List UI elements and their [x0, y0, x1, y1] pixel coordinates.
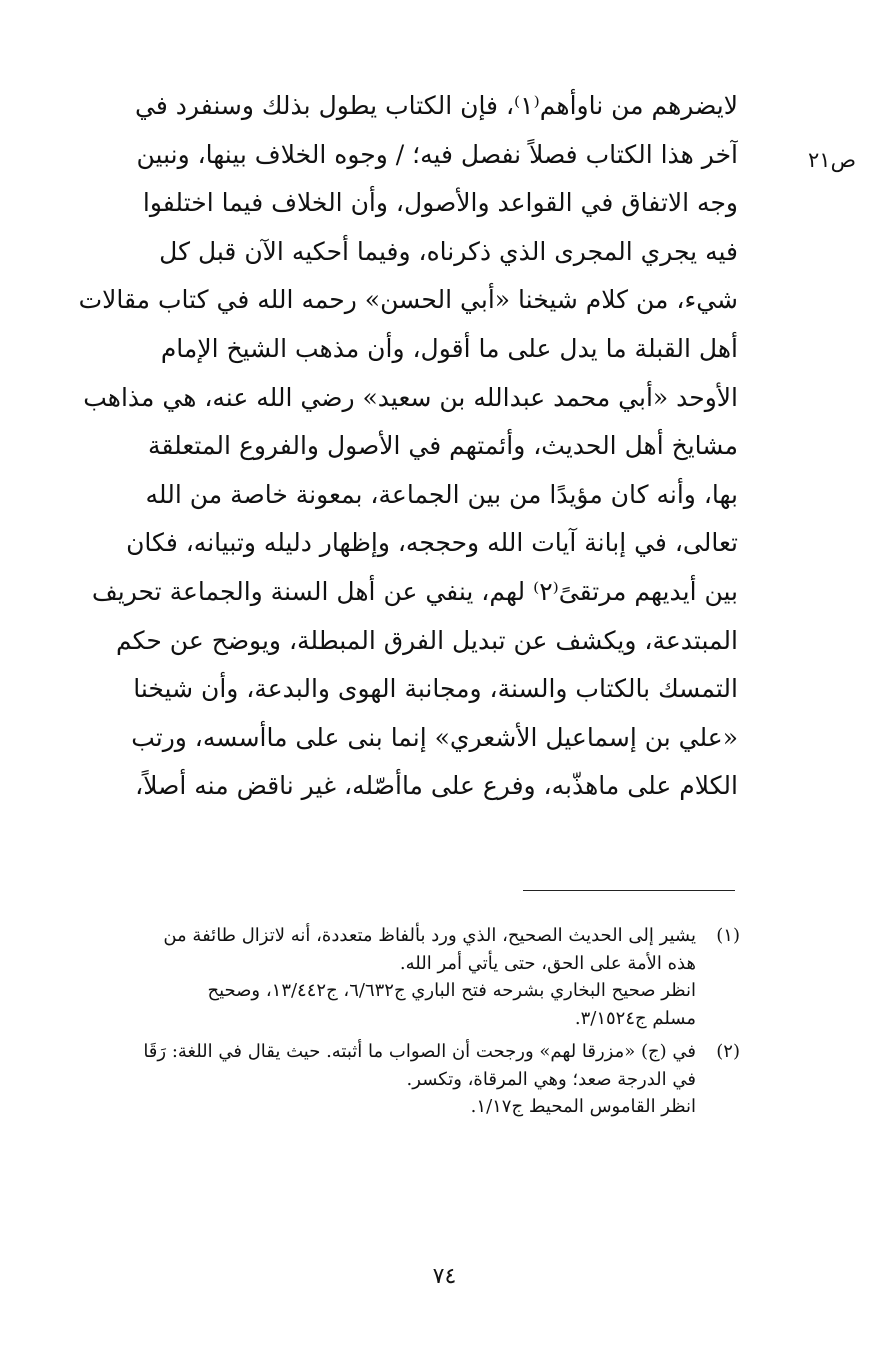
- main-text-line: بين أيديهم مرتقىً⁽٢⁾ لهم، ينفي عن أهل السنة والجماعة تحريف: [91, 576, 738, 606]
- footnote-body: [60, 1038, 696, 1121]
- main-text-line: المبتدعة، ويكشف عن تبديل الفرق المبطلة، ويوضح عن حكم: [115, 625, 738, 655]
- main-text-line: فيه يجري المجرى الذي ذكرناه، وفيما أحكيه الآن قبل كل: [159, 236, 738, 266]
- footnote-line: مسلم ج٣/١٥٢٤.: [574, 1007, 696, 1029]
- footnote-line: في (ج) «مزرقا لهم» ورجحت أن الصواب ما أثبته. حيث يقال في اللغة: رَقَا: [143, 1041, 696, 1062]
- footnote-line: يشير إلى الحديث الصحيح، الذي ورد بألفاظ متعددة، أنه لاتزال طائفة من: [163, 925, 696, 946]
- footnote-line: في الدرجة صعد؛ وهي المرقاة، وتكسر.: [406, 1068, 696, 1090]
- footnote-line: هذه الأمة على الحق، حتى يأتي أمر الله.: [399, 952, 696, 974]
- footnote-number: (١): [716, 925, 740, 946]
- footnote-2: [60, 1038, 740, 1121]
- footnote-number: (٢): [716, 1041, 740, 1062]
- footnote-line: انظر القاموس المحيط ج١/١٧.: [470, 1096, 696, 1117]
- footnote-body: [60, 922, 696, 1032]
- main-text-line: شيء، من كلام شيخنا «أبي الحسن» رحمه الله في كتاب مقالات: [78, 285, 738, 315]
- main-text-line: «علي بن إسماعيل الأشعري» إنما بنى على ماأسسه، ورتب: [131, 722, 738, 752]
- main-text-line: بها، وأنه كان مؤيدًا من بين الجماعة، بمعونة خاصة من الله: [145, 479, 738, 509]
- main-text-line: مشايخ أهل الحديث، وأئمتهم في الأصول والفروع المتعلقة: [148, 431, 738, 461]
- footnote-line: انظر صحيح البخاري بشرحه فتح الباري ج٦/٦٣٢، ج١٣/٤٤٢، وصحيح: [207, 980, 696, 1001]
- main-text-line: التمسك بالكتاب والسنة، ومجانبة الهوى والبدعة، وأن شيخنا: [133, 674, 738, 704]
- footnote-1: [60, 922, 740, 1032]
- page-number: ٧٤: [432, 1264, 457, 1289]
- main-text-line: الأوحد «أبي محمد عبدالله بن سعيد» رضي الله عنه، هي مذاهب: [83, 382, 738, 412]
- footnote-divider: [523, 890, 735, 891]
- main-text-line: وجه الاتفاق في القواعد والأصول، وأن الخلاف فيما اختلفوا: [142, 188, 738, 218]
- main-text-block: [48, 82, 738, 811]
- margin-page-reference: ص٢١: [808, 148, 856, 172]
- main-text-line: لايضرهم من ناوأهم⁽١⁾، فإن الكتاب يطول بذلك وسنفرد في: [135, 91, 738, 120]
- main-text-line: الكلام على ماهذّبه، وفرع على ماأصّله، غير ناقض منه أصلاً،: [135, 771, 738, 801]
- main-text-line: أهل القبلة ما يدل على ما أقول، وأن مذهب الشيخ الإمام: [160, 333, 738, 363]
- main-text-line: آخر هذا الكتاب فصلاً نفصل فيه؛ / وجوه الخلاف بينها، ونبين: [136, 139, 738, 169]
- footnotes-block: [60, 922, 740, 1127]
- main-text-line: تعالى، في إبانة آيات الله وحججه، وإظهار دليله وتبيانه، فكان: [126, 528, 738, 558]
